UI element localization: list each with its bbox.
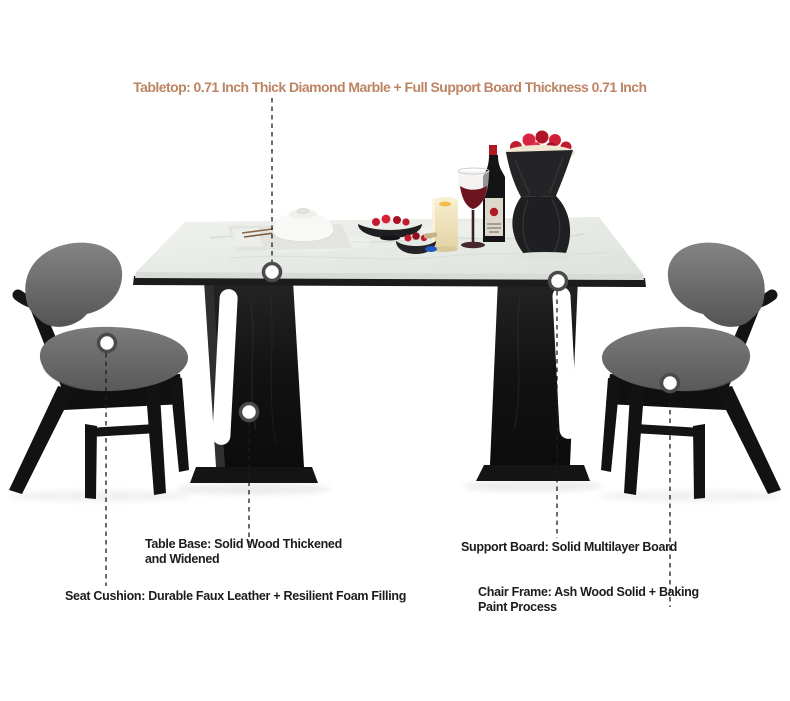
chair-frame-annotation-line1: Chair Frame: Ash Wood Solid + Baking — [478, 585, 699, 599]
seat-cushion-annotation: Seat Cushion: Durable Faux Leather + Resilient Foam Filling — [65, 589, 407, 603]
wine-bottle — [483, 145, 505, 242]
hotspot-dot-seat-cushion — [99, 335, 116, 352]
blue-cap — [425, 246, 437, 252]
support-board-annotation: Support Board: Solid Multilayer Board — [461, 540, 677, 554]
hotspot-dot-table-base — [241, 404, 258, 421]
dining-table — [133, 217, 646, 495]
hotspot-dot-support-board — [550, 273, 567, 290]
table-base-annotation — [145, 537, 377, 567]
covered-dish — [272, 209, 334, 243]
table-base-annotation-line1: Table Base: Solid Wood Thickened — [145, 537, 342, 551]
table-base-annotation-line2: and Widened — [145, 551, 220, 566]
candle — [432, 197, 458, 252]
chair-frame-annotation-line2: Paint Process — [478, 599, 557, 614]
chair-frame-annotation — [478, 585, 723, 615]
table-leg-right — [476, 279, 590, 481]
leader-lines — [106, 98, 670, 607]
tabletop-annotation: Tabletop: 0.71 Inch Thick Diamond Marble + Full Support Board Thickness 0.71 Inch — [133, 79, 647, 95]
table-leg-left — [190, 281, 318, 483]
hotspot-dots — [99, 264, 679, 421]
hotspot-dot-chair-frame — [662, 375, 679, 392]
hotspot-dot-tabletop — [264, 264, 281, 281]
